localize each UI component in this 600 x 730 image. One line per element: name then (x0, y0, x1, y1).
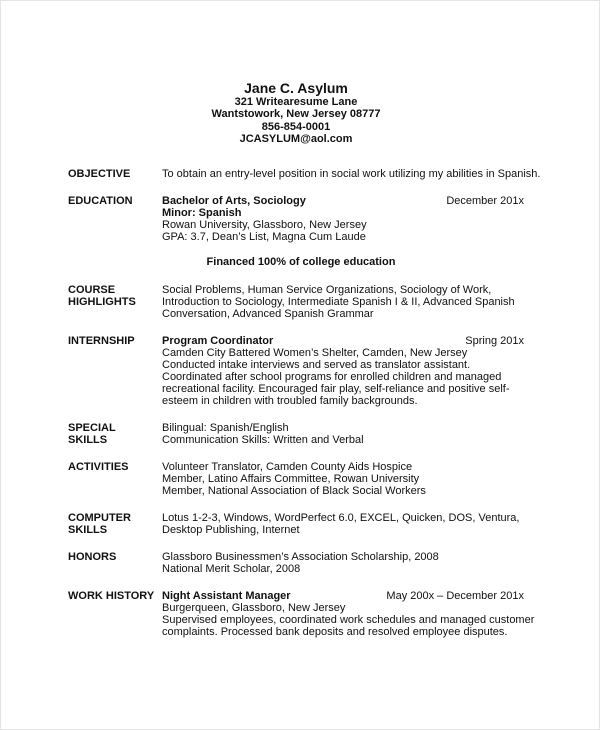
content-line (162, 335, 524, 347)
applicant-name: Jane C. Asylum (244, 80, 348, 96)
resume-section (68, 335, 524, 407)
section-content (162, 590, 535, 638)
section-content (162, 422, 524, 446)
resume-header (1, 80, 591, 145)
section-label-line: ACTIVITIES (68, 461, 129, 473)
content-line (162, 590, 524, 602)
content-line (162, 524, 524, 536)
line-text: National Merit Scholar, 2008 (162, 563, 301, 575)
section-label (68, 590, 158, 602)
address-line-1: 321 Writearesume Lane (234, 96, 358, 108)
content-line (162, 614, 535, 626)
section-label-line: INTERNSHIP (68, 335, 135, 347)
section-content (162, 512, 524, 536)
content-line (162, 308, 524, 320)
section-label-line: WORK HISTORY (68, 590, 155, 602)
line-text: Program Coordinator (162, 335, 274, 347)
section-label-line: HONORS (68, 551, 117, 563)
resume-section (68, 590, 535, 638)
line-text: To obtain an entry-level position in social work utilizing my abilities in Spanish. (162, 168, 541, 180)
content-line (162, 284, 524, 296)
section-label-line: EDUCATION (68, 195, 133, 207)
resume-section (68, 284, 524, 320)
content-line (162, 219, 524, 231)
content-line (162, 485, 524, 497)
line-text: Bilingual: Spanish/English (162, 422, 289, 434)
section-note: Financed 100% of college education (206, 256, 396, 268)
content-line (162, 563, 524, 575)
section-label (68, 461, 158, 473)
content-line (162, 434, 524, 446)
line-text: Rowan University, Glassboro, New Jersey (162, 219, 367, 231)
content-line (162, 231, 524, 243)
content-line (162, 207, 524, 219)
section-label-line: SKILLS (68, 524, 108, 536)
line-text: Night Assistant Manager (162, 590, 291, 602)
line-text: recreational facility. Encouraged fair play, self-reliance and positive self- (162, 383, 510, 395)
date-range: December 201x (446, 195, 524, 207)
content-line (162, 359, 524, 371)
date-range: May 200x – December 201x (386, 590, 524, 602)
line-text: Burgerqueen, Glassboro, New Jersey (162, 602, 346, 614)
line-text: esteem in children with troubled family backgrounds. (162, 395, 418, 407)
date-range: Spring 201x (465, 335, 524, 347)
line-text: Lotus 1-2-3, Windows, WordPerfect 6.0, EXCEL, Quicken, DOS, Ventura, (162, 512, 520, 524)
line-text: Bachelor of Arts, Sociology (162, 195, 306, 207)
content-line (162, 602, 524, 614)
section-label-line: OBJECTIVE (68, 168, 131, 180)
content-line (162, 195, 524, 207)
section-label-line: SPECIAL (68, 422, 116, 434)
address-line-2: Wantstowork, New Jersey 08777 (211, 108, 381, 121)
content-line (162, 473, 524, 485)
line-text: GPA: 3.7, Dean’s List, Magna Cum Laude (162, 231, 366, 243)
content-line (162, 626, 524, 638)
line-text: Desktop Publishing, Internet (162, 524, 300, 536)
resume-section (68, 551, 524, 575)
line-text: Social Problems, Human Service Organizations, Sociology of Work, (162, 284, 492, 296)
section-label-line: SKILLS (68, 434, 108, 446)
section-content (162, 551, 524, 575)
section-content (162, 168, 541, 180)
content-line (162, 347, 524, 359)
email: JCASYLUM@aol.com (239, 132, 353, 145)
section-label (68, 195, 158, 207)
line-text: Glassboro Businessmen’s Association Scholarship, 2008 (162, 551, 439, 563)
section-label (68, 284, 158, 308)
section-label-line: HIGHLIGHTS (68, 296, 136, 308)
section-content (162, 335, 524, 407)
line-text: Member, Latino Affairs Committee, Rowan University (162, 473, 420, 485)
phone: 856-854-0001 (261, 120, 331, 133)
content-line (162, 422, 524, 434)
line-text: Conversation, Advanced Spanish Grammar (162, 308, 374, 320)
content-line (162, 383, 524, 395)
section-label-line: COURSE (68, 284, 116, 296)
line-text: Coordinated after school programs for enrolled children and managed (162, 371, 502, 383)
line-text: complaints. Processed bank deposits and resolved employee disputes. (162, 626, 508, 638)
section-label (68, 168, 158, 180)
content-line (162, 371, 524, 383)
line-text: Communication Skills: Written and Verbal (162, 434, 364, 446)
line-text: Member, National Association of Black Social Workers (162, 485, 426, 497)
resume-body (68, 168, 541, 653)
content-line (162, 461, 524, 473)
content-line (162, 168, 541, 180)
section-content (162, 284, 524, 320)
section-label (68, 335, 158, 347)
resume-section (68, 168, 541, 180)
content-line (162, 395, 524, 407)
section-label (68, 422, 158, 446)
content-line (162, 296, 524, 308)
content-line (162, 512, 524, 524)
line-text: Volunteer Translator, Camden County Aids Hospice (162, 461, 413, 473)
section-label (68, 512, 158, 536)
resume-section (68, 195, 524, 243)
line-text: Supervised employees, coordinated work schedules and managed customer (162, 614, 535, 626)
section-label (68, 551, 158, 563)
section-content (162, 195, 524, 243)
line-text: Minor: Spanish (162, 207, 242, 219)
section-label-line: COMPUTER (68, 512, 131, 524)
resume-section (68, 422, 524, 446)
resume-section (68, 512, 524, 536)
line-text: Conducted intake interviews and served as translator assistant. (162, 359, 471, 371)
content-line (162, 551, 524, 563)
section-content (162, 461, 524, 497)
line-text: Camden City Battered Women’s Shelter, Camden, New Jersey (162, 347, 468, 359)
resume-section (68, 461, 524, 497)
line-text: Introduction to Sociology, Intermediate Spanish I & II, Advanced Spanish (162, 296, 515, 308)
